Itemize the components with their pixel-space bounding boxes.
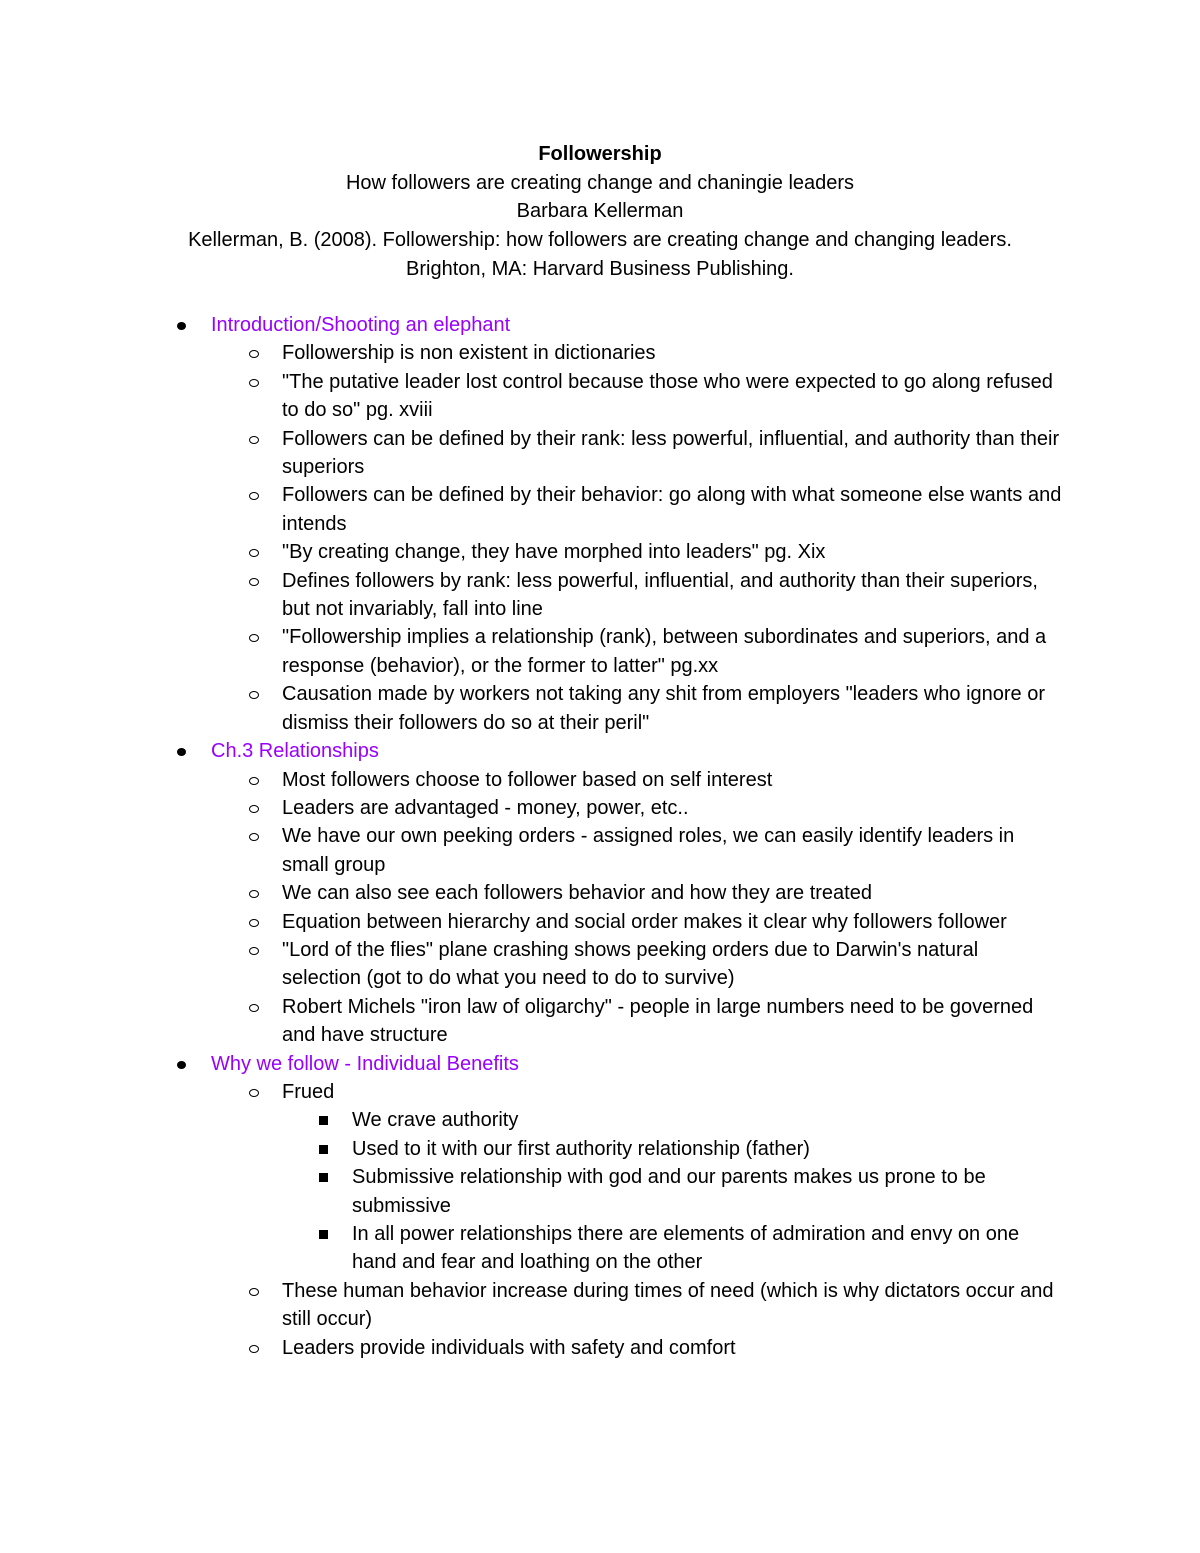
hollow-circle-bullet-icon xyxy=(249,1089,259,1097)
sub-list-item: Used to it with our first authority relationship (father) xyxy=(0,1135,1052,1163)
list-item: Leaders are advantaged - money, power, etc.. xyxy=(0,794,1062,822)
list-item: Frued xyxy=(0,1078,1062,1106)
list-item: Followership is non existent in dictionaries xyxy=(0,339,1062,367)
list-item: We have our own peeking orders - assigned roles, we can easily identify leaders in small group xyxy=(0,822,1062,879)
filled-circle-bullet-icon xyxy=(177,1061,186,1069)
list-item: Leaders provide individuals with safety and comfort xyxy=(0,1334,1062,1362)
filled-circle-bullet-icon xyxy=(177,748,186,756)
citation-line-1: Kellerman, B. (2008). Followership: how followers are creating change and changing leaders. xyxy=(188,229,1012,252)
hollow-circle-bullet-icon xyxy=(249,578,259,586)
sub-list-item: In all power relationships there are elements of admiration and envy on one hand and fear and loathing on the other xyxy=(0,1220,1052,1277)
hollow-circle-bullet-icon xyxy=(249,379,259,387)
hollow-circle-bullet-icon xyxy=(249,492,259,500)
list-item: Most followers choose to follower based on self interest xyxy=(0,766,1062,794)
hollow-circle-bullet-icon xyxy=(249,1288,259,1296)
hollow-circle-bullet-icon xyxy=(249,1004,259,1012)
list-item: These human behavior increase during times of need (which is why dictators occur and still occur) xyxy=(0,1277,1062,1334)
document-author: Barbara Kellerman xyxy=(516,200,684,223)
hollow-circle-bullet-icon xyxy=(249,634,259,642)
square-bullet-icon xyxy=(319,1173,328,1182)
hollow-circle-bullet-icon xyxy=(249,833,259,841)
notes-list xyxy=(0,311,1200,1362)
hollow-circle-bullet-icon xyxy=(249,350,259,358)
hollow-circle-bullet-icon xyxy=(249,805,259,813)
filled-circle-bullet-icon xyxy=(177,322,186,330)
hollow-circle-bullet-icon xyxy=(249,549,259,557)
square-bullet-icon xyxy=(319,1116,328,1125)
document-header xyxy=(0,140,1200,284)
list-item: Defines followers by rank: less powerful, influential, and authority than their superiors, but not invariably, fall into line xyxy=(0,567,1062,624)
list-item: "The putative leader lost control because those who were expected to go along refused to do so" pg. xviii xyxy=(0,368,1062,425)
document-title: Followership xyxy=(538,143,662,165)
list-item: "Lord of the flies" plane crashing shows peeking orders due to Darwin's natural selection (got to do what you need to do to survive) xyxy=(0,936,1062,993)
hollow-circle-bullet-icon xyxy=(249,691,259,699)
section-heading-relationships: Ch.3 Relationships xyxy=(0,737,1200,765)
hollow-circle-bullet-icon xyxy=(249,947,259,955)
hollow-circle-bullet-icon xyxy=(249,890,259,898)
hollow-circle-bullet-icon xyxy=(249,436,259,444)
list-item: Robert Michels "iron law of oligarchy" - people in large numbers need to be governed and have structure xyxy=(0,993,1062,1050)
square-bullet-icon xyxy=(319,1145,328,1154)
list-item: Followers can be defined by their behavior: go along with what someone else wants and intends xyxy=(0,481,1062,538)
hollow-circle-bullet-icon xyxy=(249,1345,259,1353)
list-item: Causation made by workers not taking any shit from employers "leaders who ignore or dismiss their followers do so at their peril" xyxy=(0,680,1062,737)
square-bullet-icon xyxy=(319,1230,328,1239)
list-item: Equation between hierarchy and social order makes it clear why followers follower xyxy=(0,908,1062,936)
sub-list-item: We crave authority xyxy=(0,1106,1052,1134)
list-item: "By creating change, they have morphed into leaders" pg. Xix xyxy=(0,538,1062,566)
section-heading-why-we-follow: Why we follow - Individual Benefits xyxy=(0,1050,1200,1078)
section-heading-introduction: Introduction/Shooting an elephant xyxy=(0,311,1200,339)
list-item: We can also see each followers behavior and how they are treated xyxy=(0,879,1062,907)
list-item: "Followership implies a relationship (rank), between subordinates and superiors, and a response (behavior), or the former to latter" pg.xx xyxy=(0,623,1062,680)
hollow-circle-bullet-icon xyxy=(249,919,259,927)
document-subtitle: How followers are creating change and chaningie leaders xyxy=(345,171,855,194)
hollow-circle-bullet-icon xyxy=(249,777,259,785)
sub-list-item: Submissive relationship with god and our parents makes us prone to be submissive xyxy=(0,1163,1052,1220)
citation-line-2: Brighton, MA: Harvard Business Publishing. xyxy=(406,257,794,280)
list-item: Followers can be defined by their rank: less powerful, influential, and authority than their superiors xyxy=(0,425,1062,482)
